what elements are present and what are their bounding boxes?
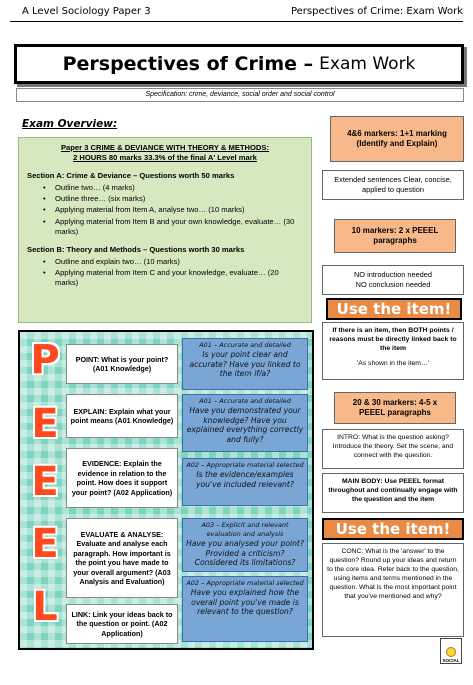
header-divider — [10, 21, 463, 22]
ao-question: Is your point clear and accurate? Have you linked to the item if/a? — [189, 350, 301, 378]
list-item: • Applying material from Item C and your knowledge, evaluate… (20 marks) — [43, 268, 303, 288]
title-box — [14, 44, 464, 84]
section-a-title: Section A: Crime & Deviance – Questions worth 50 marks — [27, 171, 235, 180]
ao-label: A01 – Accurate and detailed — [199, 341, 291, 349]
list-item: • Outline two… (4 marks) — [43, 183, 303, 193]
box-10-markers: 10 markers: 2 x PEEEL paragraphs — [334, 219, 456, 253]
paper-line-2: 2 HOURS 80 marks 33.3% of the final A' Level mark — [73, 153, 257, 162]
peel-letter-p: P — [30, 337, 60, 383]
box-extended-sentences: Extended sentences Clear, concise, applied to question — [322, 170, 464, 200]
item-quote: 'As shown in the item…' — [356, 360, 430, 367]
ao-question: Is the evidence/examples you've included relevant? — [196, 470, 294, 489]
specification: Specification: crime, deviance, social order and social control — [16, 88, 464, 102]
no-intro-text: NO introduction needed — [353, 270, 433, 279]
use-the-item-banner-2: Use the item! — [322, 518, 464, 540]
peel-letter-l: L — [32, 584, 58, 630]
section-b-list — [43, 257, 303, 289]
no-conclusion-text: NO conclusion needed — [355, 280, 431, 289]
list-item: • Applying material from Item A, analyse two… (10 marks) — [43, 205, 303, 215]
ao-label: A03 – Explicit and relevant evaluation and analysis — [201, 521, 289, 538]
peel-evaluate: EVALUATE & ANALYSE: Evaluate and analyse each paragraph. How important is the point you have made to your overall argument? (A03 Analysis and Evaluation) — [66, 518, 178, 598]
header-right: Perspectives of Crime: Exam Work — [290, 6, 463, 17]
lightbulb-icon — [446, 647, 456, 657]
peel-link: LINK: Link your ideas back to the question or point. (A02 Application) — [66, 604, 178, 644]
peel-panel — [18, 330, 314, 650]
peel-point: POINT: What is your point? (A01 Knowledge) — [66, 344, 178, 384]
peel-criteria-1 — [182, 338, 308, 390]
ao-question: Have you analysed your point? Provided a criticism? Considered its limitations? — [186, 539, 304, 567]
box-20-30-markers: 20 & 30 markers: 4-5 x PEEEL paragraphs — [334, 392, 456, 424]
peel-criteria-2 — [182, 394, 308, 452]
social-logo — [440, 638, 462, 664]
ao-question: Have you explained how the overall point you've made is relevant to the question? — [190, 588, 300, 616]
peel-explain: EXPLAIN: Explain what your point means (A01 Knowledge) — [66, 394, 178, 438]
section-a-list — [43, 183, 303, 237]
ao-label: A01 – Accurate and detailed — [199, 397, 291, 405]
overview-heading: Exam Overview: — [22, 118, 118, 130]
item-box — [322, 322, 464, 380]
box-no-intro — [322, 265, 464, 295]
peel-criteria-4 — [182, 518, 308, 572]
peel-letter-e1: E — [31, 401, 59, 447]
ao-label: A02 – Appropriate material selected — [186, 579, 304, 587]
peel-evidence: EVIDENCE: Explain the evidence in relation to the point. How does it support your point? (A02 Application) — [66, 448, 178, 508]
peel-criteria-3 — [182, 458, 308, 506]
section-b-title: Section B: Theory and Methods – Questions worth 30 marks — [27, 245, 245, 255]
list-item: • Applying material from Item B and your own knowledge, evaluate… (30 marks) — [43, 217, 303, 237]
box-4-6-markers: 4&6 markers: 1+1 marking (Identify and Explain) — [330, 116, 464, 162]
main-body-box: MAIN BODY: Use PEEEL format throughout and continually engage with the question and the item — [322, 473, 464, 513]
page-subtitle: Exam Work — [319, 54, 416, 74]
peel-criteria-5 — [182, 576, 308, 642]
intro-box: INTRO: What is the question asking? Introduce the theory. Set the scene, and connect with the question. — [322, 429, 464, 469]
item-text: If there is an item, then BOTH points / reasons must be directly linked back to the item — [329, 327, 457, 352]
overview-box — [18, 137, 312, 323]
conclusion-box: CONC: What is the 'answer' to the question? Round up your ideas and return to the core idea. Refer back to the question, using items and terms mentioned in the question. What is the most important point that you've mentioned and why? — [322, 543, 464, 637]
list-item: • Outline and explain two… (10 marks) — [43, 257, 303, 267]
peel-letter-e2: E — [31, 459, 59, 505]
use-the-item-banner: Use the item! — [326, 298, 462, 320]
list-item: • Outline three… (six marks) — [43, 194, 303, 204]
ao-label: A02 – Appropriate material selected — [186, 461, 304, 469]
peel-letter-e3: E — [31, 521, 59, 567]
header-left: A Level Sociology Paper 3 — [22, 6, 151, 17]
logo-text: SOCIAL — [442, 658, 460, 663]
paper-line-1: Paper 3 CRIME & DEVIANCE WITH THEORY & METHODS: — [60, 143, 269, 152]
ao-question: Have you demonstrated your knowledge? Have you explained everything correctly and fully? — [186, 406, 304, 444]
page-title: Perspectives of Crime – — [62, 53, 314, 75]
